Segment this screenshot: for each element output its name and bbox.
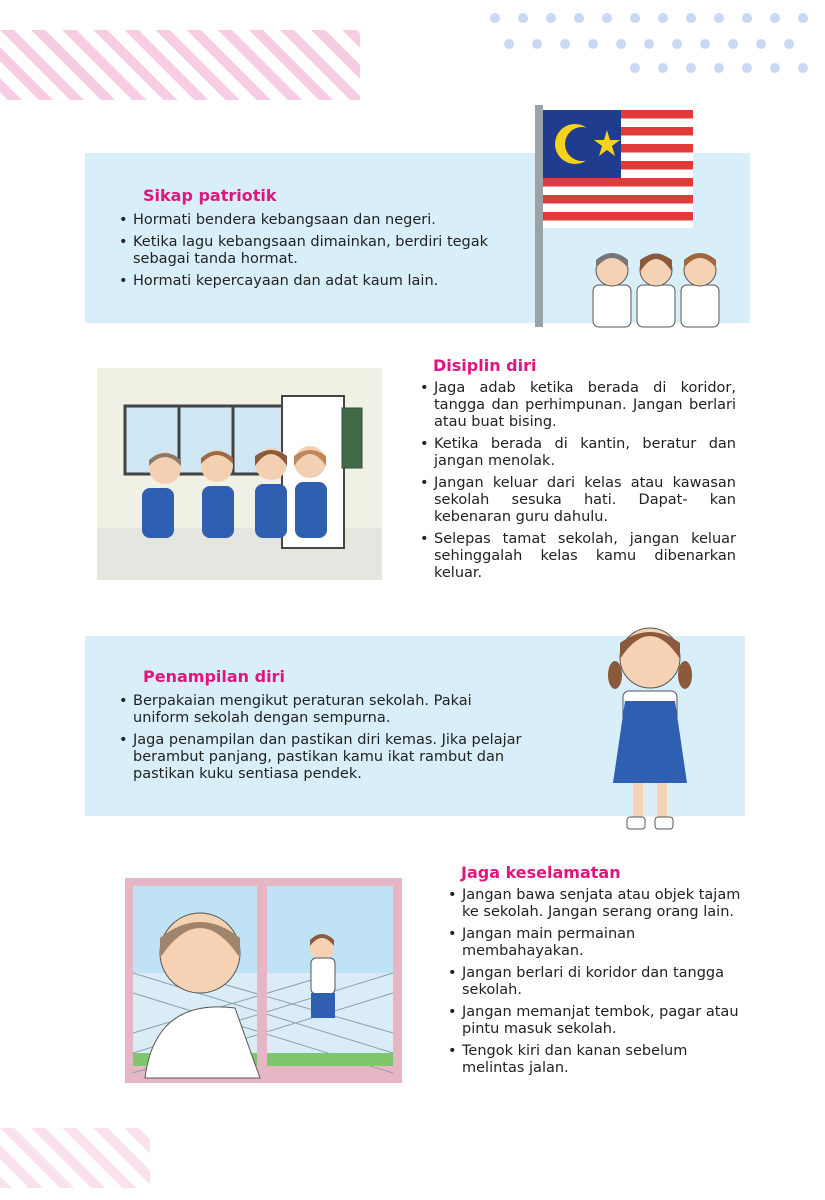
list-item: • Jangan main permainan membahayakan.	[446, 926, 746, 960]
list-item: • Berpakaian mengikut peraturan sekolah. Pakai uniform sekolah dengan sempurna.	[117, 693, 527, 727]
flag-and-students-illustration	[525, 100, 755, 328]
list-item: • Ketika lagu kebangsaan dimainkan, berdiri tegak sebagai tanda hormat.	[117, 234, 517, 268]
list-item: • Selepas tamat sekolah, jangan keluar sehinggalah kelas kamu dibenarkan keluar.	[418, 531, 736, 582]
window-fence-climb-illustration	[125, 878, 402, 1083]
list-item: • Ketika berada di kantin, beratur dan jangan menolak.	[418, 436, 736, 470]
list-item: • Hormati kepercayaan dan adat kaum lain.	[117, 273, 517, 290]
section-heading-safety: Jaga keselamatan	[461, 863, 621, 882]
stripe-decoration-bottom	[0, 1128, 150, 1188]
list-item: • Jangan keluar dari kelas atau kawasan sekolah sesuka hati. Dapat- kan kebenaran guru dahulu.	[418, 475, 736, 526]
list-item: • Jaga adab ketika berada di koridor, tangga dan perhimpunan. Jangan berlari atau buat bising.	[418, 380, 736, 431]
list-item: • Jangan berlari di koridor dan tangga sekolah.	[446, 965, 746, 999]
corridor-queue-illustration	[97, 368, 382, 580]
student-uniform-illustration	[595, 613, 705, 843]
section-heading-appearance: Penampilan diri	[143, 667, 285, 686]
stripe-decoration-top	[0, 30, 360, 100]
list-item: • Jaga penampilan dan pastikan diri kemas. Jika pelajar berambut panjang, pastikan kamu ikat rambut dan pastikan kuku sentiasa pendek.	[117, 732, 527, 783]
section-heading-self-discipline: Disiplin diri	[433, 356, 537, 375]
self-discipline-points	[418, 380, 736, 587]
safety-points	[446, 887, 746, 1082]
list-item: • Jangan bawa senjata atau objek tajam ke sekolah. Jangan serang orang lain.	[446, 887, 746, 921]
section-heading-patriotism: Sikap patriotik	[143, 186, 277, 205]
list-item: • Tengok kiri dan kanan sebelum melintas jalan.	[446, 1043, 746, 1077]
patriotism-points	[117, 212, 517, 295]
list-item: • Hormati bendera kebangsaan dan negeri.	[117, 212, 517, 229]
list-item: • Jangan memanjat tembok, pagar atau pintu masuk sekolah.	[446, 1004, 746, 1038]
dots-decoration-top	[485, 0, 825, 80]
appearance-points	[117, 693, 527, 788]
